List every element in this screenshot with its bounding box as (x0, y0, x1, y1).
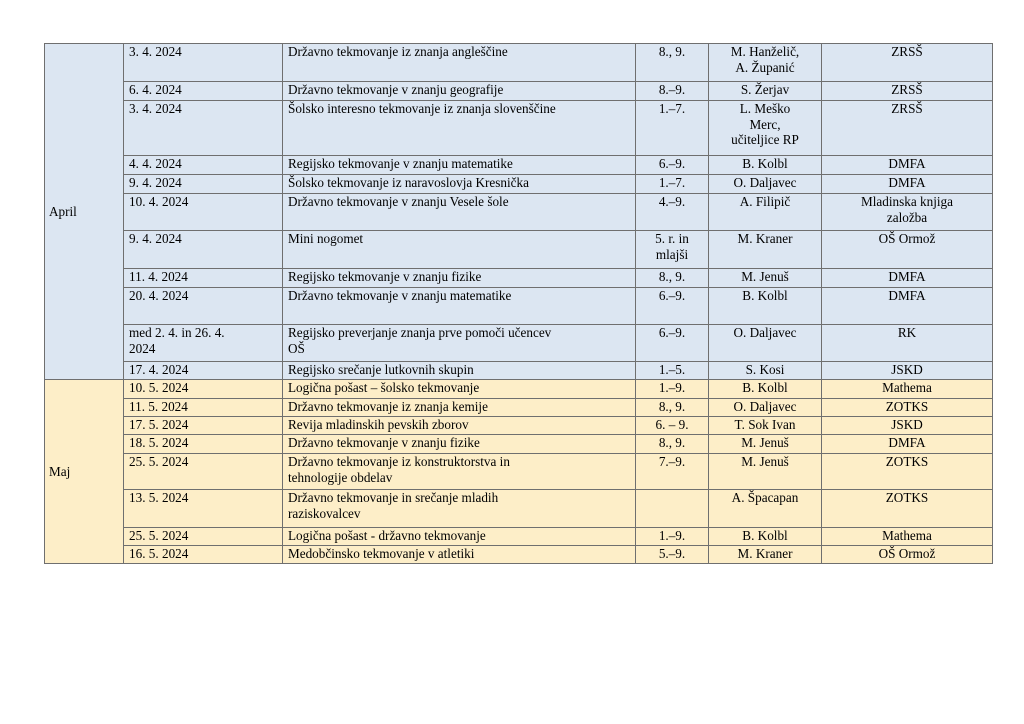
grades-cell: 1.–5. (636, 362, 709, 380)
grades-cell: 5. r. in mlajši (636, 231, 709, 269)
date-cell: 10. 5. 2024 (124, 380, 283, 399)
month-label-maj: Maj (45, 380, 124, 564)
date-cell: 9. 4. 2024 (124, 175, 283, 194)
event-cell: Državno tekmovanje v znanju matematike (283, 288, 636, 325)
mentor-cell: B. Kolbl (709, 156, 822, 175)
date-cell: 16. 5. 2024 (124, 546, 283, 564)
grades-cell: 4.–9. (636, 194, 709, 231)
grades-cell: 8.–9. (636, 82, 709, 101)
mentor-cell: A. Špacapan (709, 490, 822, 528)
date-cell: 18. 5. 2024 (124, 435, 283, 454)
table-row (45, 101, 993, 156)
mentor-cell: B. Kolbl (709, 528, 822, 546)
organizer-cell: Mathema (822, 380, 993, 399)
organizer-cell: ZOTKS (822, 490, 993, 528)
date-cell: 17. 4. 2024 (124, 362, 283, 380)
date-cell: 25. 5. 2024 (124, 528, 283, 546)
organizer-cell: Mathema (822, 528, 993, 546)
event-cell: Državno tekmovanje v znanju fizike (283, 435, 636, 454)
organizer-cell: ZOTKS (822, 399, 993, 417)
month-label-april: April (45, 44, 124, 380)
mentor-cell: M. Kraner (709, 231, 822, 269)
date-cell: 11. 5. 2024 (124, 399, 283, 417)
table-row (45, 44, 993, 82)
grades-cell: 5.–9. (636, 546, 709, 564)
event-cell: Regijsko preverjanje znanja prve pomoči učencev OŠ (283, 325, 636, 362)
organizer-cell: ZOTKS (822, 454, 993, 490)
date-cell: 3. 4. 2024 (124, 101, 283, 156)
table-row (45, 417, 993, 435)
table-row (45, 325, 993, 362)
organizer-cell: ZRSŠ (822, 44, 993, 82)
event-cell: Državno tekmovanje iz znanja kemije (283, 399, 636, 417)
mentor-cell: O. Daljavec (709, 175, 822, 194)
mentor-cell: M. Jenuš (709, 454, 822, 490)
table-row (45, 231, 993, 269)
date-cell: 20. 4. 2024 (124, 288, 283, 325)
date-cell: 11. 4. 2024 (124, 269, 283, 288)
grades-cell: 1.–7. (636, 101, 709, 156)
date-cell: 13. 5. 2024 (124, 490, 283, 528)
mentor-cell: L. Meško Merc, učiteljice RP (709, 101, 822, 156)
date-cell: 4. 4. 2024 (124, 156, 283, 175)
table-row (45, 399, 993, 417)
event-cell: Regijsko tekmovanje v znanju matematike (283, 156, 636, 175)
organizer-cell: DMFA (822, 269, 993, 288)
organizer-cell: ZRSŠ (822, 82, 993, 101)
mentor-cell: O. Daljavec (709, 399, 822, 417)
date-cell: 17. 5. 2024 (124, 417, 283, 435)
table-row (45, 380, 993, 399)
grades-cell: 8., 9. (636, 269, 709, 288)
table-row (45, 269, 993, 288)
grades-cell: 8., 9. (636, 435, 709, 454)
date-cell: 10. 4. 2024 (124, 194, 283, 231)
date-cell: 6. 4. 2024 (124, 82, 283, 101)
mentor-cell: M. Kraner (709, 546, 822, 564)
table-row (45, 454, 993, 490)
mentor-cell: M. Jenuš (709, 269, 822, 288)
activities-table (44, 43, 993, 564)
table-row (45, 490, 993, 528)
organizer-cell: OŠ Ormož (822, 546, 993, 564)
organizer-cell: RK (822, 325, 993, 362)
organizer-cell: JSKD (822, 362, 993, 380)
table-body (45, 44, 993, 564)
event-cell: Medobčinsko tekmovanje v atletiki (283, 546, 636, 564)
grades-cell: 6.–9. (636, 325, 709, 362)
event-cell: Državno tekmovanje iz konstruktorstva in tehnologije obdelav (283, 454, 636, 490)
table-row (45, 362, 993, 380)
date-cell: 3. 4. 2024 (124, 44, 283, 82)
grades-cell: 6. – 9. (636, 417, 709, 435)
mentor-cell: S. Kosi (709, 362, 822, 380)
event-cell: Državno tekmovanje iz znanja angleščine (283, 44, 636, 82)
event-cell: Mini nogomet (283, 231, 636, 269)
table-row (45, 175, 993, 194)
organizer-cell: DMFA (822, 288, 993, 325)
grades-cell: 1.–7. (636, 175, 709, 194)
grades-cell (636, 490, 709, 528)
mentor-cell: M. Hanželič, A. Županić (709, 44, 822, 82)
mentor-cell: T. Sok Ivan (709, 417, 822, 435)
organizer-cell: JSKD (822, 417, 993, 435)
table-row (45, 194, 993, 231)
event-cell: Državno tekmovanje in srečanje mladih raziskovalcev (283, 490, 636, 528)
table-row (45, 528, 993, 546)
event-cell: Državno tekmovanje v znanju Vesele šole (283, 194, 636, 231)
mentor-cell: B. Kolbl (709, 380, 822, 399)
grades-cell: 7.–9. (636, 454, 709, 490)
date-cell: 25. 5. 2024 (124, 454, 283, 490)
organizer-cell: OŠ Ormož (822, 231, 993, 269)
event-cell: Državno tekmovanje v znanju geografije (283, 82, 636, 101)
table-row (45, 156, 993, 175)
grades-cell: 1.–9. (636, 380, 709, 399)
grades-cell: 6.–9. (636, 288, 709, 325)
mentor-cell: M. Jenuš (709, 435, 822, 454)
grades-cell: 6.–9. (636, 156, 709, 175)
date-cell: med 2. 4. in 26. 4. 2024 (124, 325, 283, 362)
organizer-cell: DMFA (822, 435, 993, 454)
event-cell: Revija mladinskih pevskih zborov (283, 417, 636, 435)
event-cell: Regijsko tekmovanje v znanju fizike (283, 269, 636, 288)
table-row (45, 82, 993, 101)
organizer-cell: Mladinska knjiga založba (822, 194, 993, 231)
event-cell: Logična pošast - državno tekmovanje (283, 528, 636, 546)
grades-cell: 8., 9. (636, 399, 709, 417)
organizer-cell: ZRSŠ (822, 101, 993, 156)
event-cell: Šolsko tekmovanje iz naravoslovja Kresnička (283, 175, 636, 194)
date-cell: 9. 4. 2024 (124, 231, 283, 269)
event-cell: Regijsko srečanje lutkovnih skupin (283, 362, 636, 380)
grades-cell: 8., 9. (636, 44, 709, 82)
table-row (45, 435, 993, 454)
organizer-cell: DMFA (822, 175, 993, 194)
mentor-cell: B. Kolbl (709, 288, 822, 325)
mentor-cell: S. Žerjav (709, 82, 822, 101)
grades-cell: 1.–9. (636, 528, 709, 546)
organizer-cell: DMFA (822, 156, 993, 175)
table-row (45, 546, 993, 564)
table-row (45, 288, 993, 325)
mentor-cell: O. Daljavec (709, 325, 822, 362)
event-cell: Logična pošast – šolsko tekmovanje (283, 380, 636, 399)
event-cell: Šolsko interesno tekmovanje iz znanja slovenščine (283, 101, 636, 156)
mentor-cell: A. Filipič (709, 194, 822, 231)
